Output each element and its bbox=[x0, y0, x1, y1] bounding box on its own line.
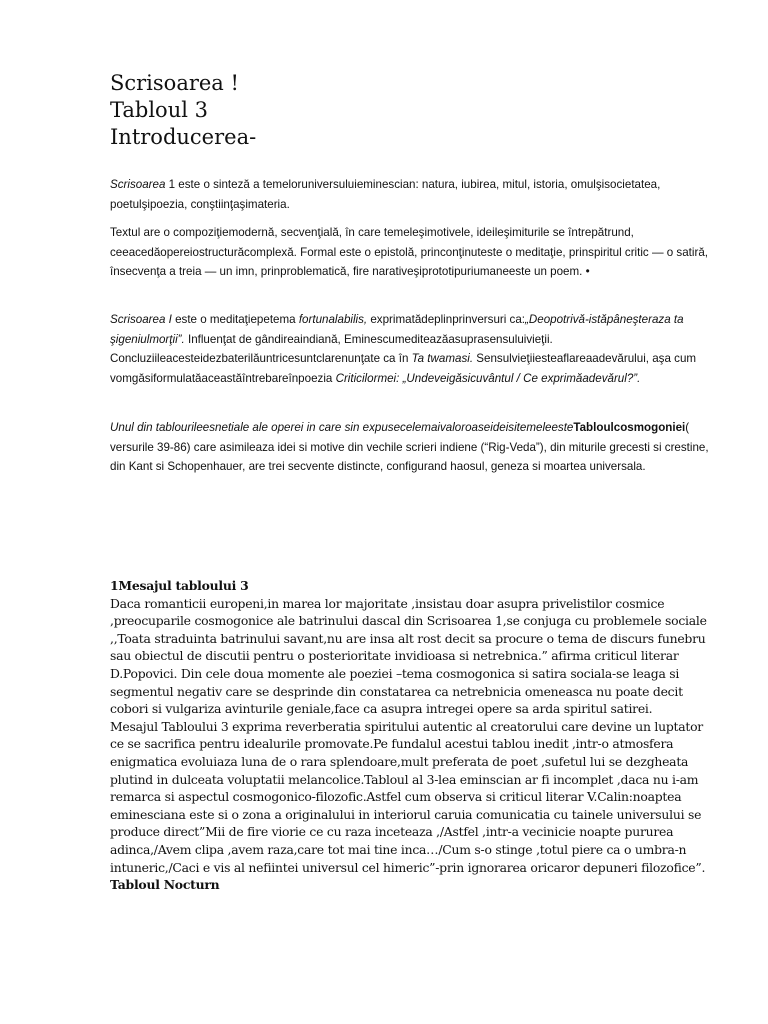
intro-text: Textul are o compoziţiemodernă, secvenţială, în care temeleşimotivele, ideileşimiturile se întrepătrund, ceeacedăopereiostructurăcomplexă. Formal este o epistolă, princonţinuteste o meditaţie, prinspiritul critic — o satiră, însecvenţa a treia — un imn, prinproblematică, fire narativeşiprototipuriumaneeste un poem. • bbox=[110, 226, 709, 279]
section-title: Introducerea- bbox=[110, 125, 257, 149]
intro-paragraph-3 bbox=[110, 310, 710, 388]
mesaj-paragraph-1: Daca romanticii europeni,in marea lor majoritate ,insistau doar asupra privelistilor cosmice ,preocuparile cosmogonice ale batrinului dascal din Scrisoarea 1,se conjuga cu problemele sociale ,,Toata straduinta batrinului savant,nu are insa alt rost decit sa procure o tema de discurs funebru sau obiectul de discutii pentru o posterioritate invidioasa si netrebnica.” afirma criticul literar D.Popovici. Din cele doua momente ale poeziei –tema cosmogonica si satira sociala-se leaga si segmentul negativ care se desprinde din constatarea ca netrebnicia omeneasca nu poate decit cobori si vulgariza avinturile geniale,face ca asupra intregei opere sa arda spiritul satirei. bbox=[110, 595, 707, 717]
bold-term: Tabloulcosmogoniei bbox=[573, 421, 686, 434]
work-title-italic: Scrisoarea bbox=[110, 178, 166, 191]
intro-text: 1 este o sinteză a temeloruniversuluieminescian: natura, iubirea, mitul, istoria, omulşisocietatea, poetulşipoezia, conştiinţaşimateria. bbox=[110, 178, 661, 211]
intro-text: Influenţat de gândireaindiană, Eminescumediteazăasuprasensuluivieţii. Concluziileacesteidezbaterilăuntricesuntclarenunţate ca în bbox=[110, 332, 553, 366]
intro-paragraph-1 bbox=[110, 175, 710, 214]
intro-text: ( versurile 39-86) care asimileaza idei si motive din vechile scrieri indiene (“Rig-Veda”), din miturile grecesti si crestine, din Kant si Schopenhauer, are trei secvente distincte, configurand haosul, geneza si moartea universala. bbox=[110, 421, 709, 474]
italic-text: Scrisoarea I bbox=[110, 313, 172, 326]
italic-text: fortunalabilis, bbox=[298, 313, 368, 326]
mesaj-paragraph-2: Mesajul Tabloului 3 exprima reverberatia spiritului autentic al creatorului care devine un luptator ce se sacrifica pentru idealurile promovate.Pe fundalul acestui tablou inedit ,intr-o atmosfera enigmatica evoluiaza luna de o rara splendoare,mult preferata de poet ,sufetul lui se dezgheata plutind in dulceata voluptatii melancolice.Tabloul al 3-lea eminscian ar fi incomplet ,daca nu i-am remarca si aspectul cosmogonico-filozofic.Astfel cum observa si criticul literar V.Calin:noaptea eminesciana este si o zona a originalului in interiorul caruia comunicatia cu tainele universului se produce direct”Mii de fire viorie ce cu raza inceteaza ,/Astfel ,intr-a vecinicie noapte pururea adinca,/Avem clipa ,avem raza,care tot mai tine inca…/Cum s-o stinge ,totul piere ca o umbra-n intuneric,/Caci e vis al nefiintei universul cel himeric”-prin ignorarea oricaror depuneri filozofice”. bbox=[110, 718, 706, 875]
intro-text: este o meditaţiepetema bbox=[171, 313, 299, 326]
intro-text: exprimatădeplinprinversuri ca: bbox=[367, 313, 526, 326]
mesaj-section bbox=[110, 577, 715, 894]
nocturn-heading: Tabloul Nocturn bbox=[110, 877, 220, 893]
doc-title: Scrisoarea ! bbox=[110, 71, 239, 95]
doc-subtitle: Tabloul 3 bbox=[110, 98, 208, 122]
italic-quote: „Deopotrivă-istăpâneşteraza ta şigeniulmorţii”. bbox=[110, 313, 684, 346]
mesaj-heading: 1Mesajul tabloului 3 bbox=[110, 578, 249, 593]
italic-text: Ta twamasi. bbox=[411, 352, 474, 366]
italic-quote: Criticilormei: „Undeveigăsicuvântul / Ce exprimăadevărul?”. bbox=[335, 371, 641, 385]
italic-text: Unul din tablourileesnetiale ale operei in care sin expusecelemaivaloroaseideisitemeleeste bbox=[110, 421, 574, 434]
title-block bbox=[110, 70, 670, 151]
intro-paragraph-2 bbox=[110, 223, 710, 282]
intro-text: Sensulvieţiiesteaflareaadevărului, aşa cum vomgăsiformulatăaceastăîntrebareînpoezia bbox=[110, 352, 697, 385]
intro-paragraph-4 bbox=[110, 418, 710, 477]
